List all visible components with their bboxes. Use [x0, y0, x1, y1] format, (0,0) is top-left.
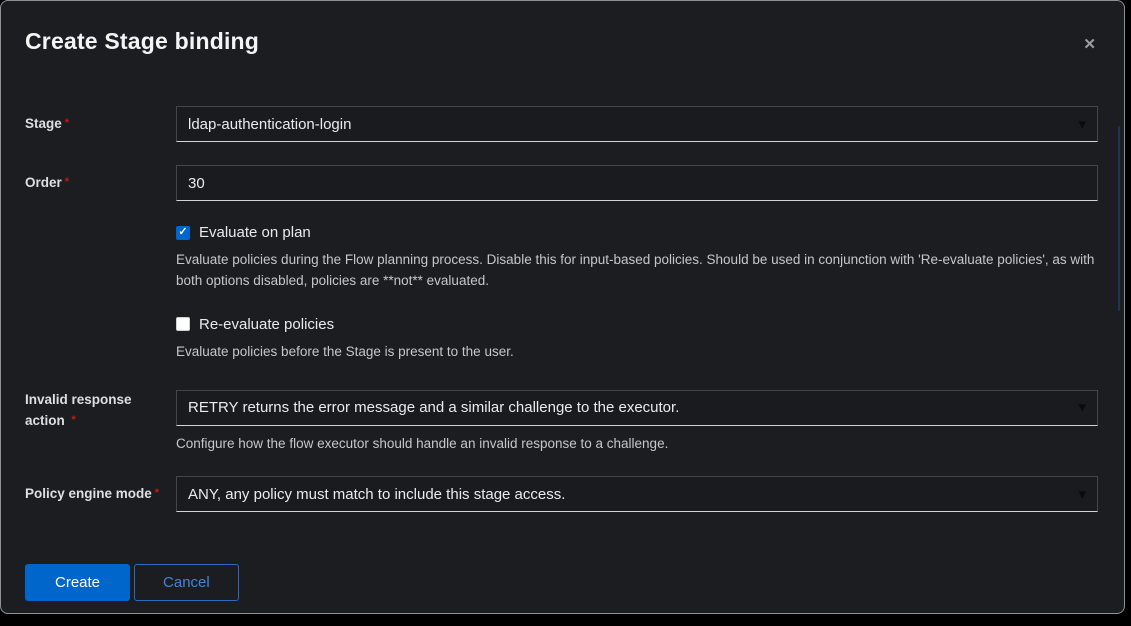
evaluate-on-plan-checkbox[interactable]	[176, 226, 190, 240]
order-field-col	[176, 165, 1098, 201]
re-evaluate-policies-label[interactable]: Re-evaluate policies	[199, 315, 335, 333]
order-required-asterisk: *	[64, 175, 70, 188]
stage-label-text: Stage	[25, 115, 62, 131]
chevron-down-icon: ▾	[1078, 485, 1086, 503]
re-evaluate-policies-help: Evaluate policies before the Stage is present to the user.	[176, 343, 514, 359]
order-label	[25, 173, 69, 194]
policy-engine-mode-required-asterisk: *	[154, 486, 160, 499]
invalid-response-action-label-text: Invalid response action	[25, 391, 132, 428]
evaluate-on-plan-row	[25, 224, 1098, 292]
create-button[interactable]: Create	[25, 564, 130, 601]
invalid-response-action-select-value: RETRY returns the error message and a similar challenge to the executor.	[188, 399, 680, 417]
chevron-down-icon: ▾	[1078, 115, 1086, 133]
evaluate-on-plan-checkbox-line	[176, 224, 1098, 241]
invalid-response-action-label-col	[25, 390, 176, 432]
policy-engine-mode-select-value: ANY, any policy must match to include this stage access.	[188, 485, 566, 503]
re-evaluate-policies-checkbox-line	[176, 316, 1098, 333]
policy-engine-mode-row	[25, 476, 1098, 512]
policy-engine-mode-label-text: Policy engine mode	[25, 485, 152, 501]
policy-engine-mode-label-col	[25, 476, 176, 512]
evaluate-on-plan-label-col	[25, 224, 176, 260]
evaluate-on-plan-field-col	[176, 224, 1098, 292]
dialog-footer	[1, 564, 1124, 601]
policy-engine-mode-field-col	[176, 476, 1098, 512]
dialog-title: Create Stage binding	[25, 28, 260, 54]
order-label-text: Order	[25, 174, 62, 190]
stage-select[interactable]	[176, 106, 1098, 142]
stage-label-col	[25, 106, 176, 142]
evaluate-on-plan-label[interactable]: Evaluate on plan	[199, 224, 311, 241]
dialog-header	[1, 1, 1124, 56]
stage-required-asterisk: *	[64, 116, 70, 129]
close-icon[interactable]: ✕	[1077, 33, 1102, 56]
invalid-response-action-required-asterisk: *	[71, 413, 76, 426]
evaluate-on-plan-help: Evaluate policies during the Flow planning process. Disable this for input-based policies. Should be used in conjunction with 'Re-evaluate policies', as with both options disabled, policies are **not** evaluated.	[176, 252, 1095, 289]
policy-engine-mode-label	[25, 484, 159, 505]
chevron-down-icon: ▾	[1078, 399, 1086, 417]
policy-engine-mode-select[interactable]	[176, 476, 1098, 512]
order-field-row	[25, 165, 1098, 201]
cancel-button[interactable]: Cancel	[134, 564, 239, 601]
stage-select-value: ldap-authentication-login	[188, 115, 352, 133]
re-evaluate-policies-row	[25, 316, 1098, 362]
invalid-response-action-label	[25, 390, 172, 432]
checkmark-icon: ✓	[178, 226, 188, 238]
re-evaluate-policies-field-col	[176, 316, 1098, 362]
invalid-response-action-help: Configure how the flow executor should handle an invalid response to a challenge.	[176, 435, 669, 451]
invalid-response-action-field-col	[176, 390, 1098, 454]
stage-field-row	[25, 106, 1098, 142]
re-evaluate-policies-label-col	[25, 316, 176, 352]
invalid-response-action-select[interactable]	[176, 390, 1098, 426]
order-input[interactable]	[176, 165, 1098, 201]
stage-label	[25, 114, 69, 135]
scrollbar-thumb[interactable]	[1118, 126, 1120, 311]
re-evaluate-policies-checkbox[interactable]	[176, 317, 190, 331]
stage-field-col	[176, 106, 1098, 142]
stage-binding-form	[1, 106, 1124, 512]
order-label-col	[25, 165, 176, 201]
invalid-response-action-row	[25, 390, 1098, 454]
